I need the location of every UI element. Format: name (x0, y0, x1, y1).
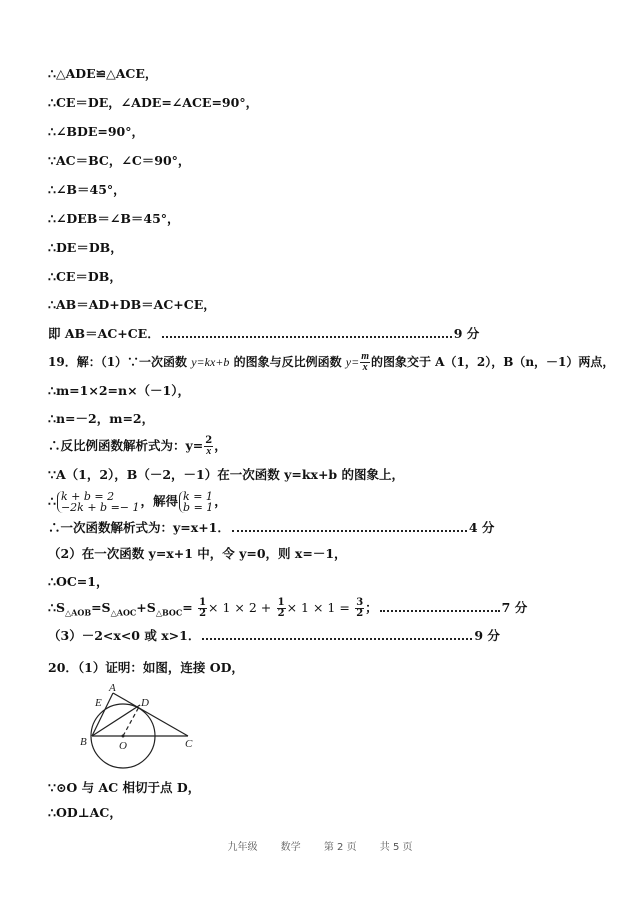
solution-system: k = 1 b = 1 (179, 491, 213, 513)
q20-intro: 20．（1）证明：如图，连接 OD， (48, 660, 244, 675)
fraction: $\frac{1}{2}$ (199, 597, 207, 619)
label-a: A (109, 682, 116, 694)
footer-grade: 九年级 (227, 842, 258, 853)
q19-area-step: $\therefore S_{\triangle AOB}=S_{\triangle AOC}+S_{\triangle BOC}=$ $\frac{1}{2}$ × 1 × 2 + $\frac{1}{2}$ × 1 × 1 = $\frac{3}{2}$ ； 7 分 (48, 597, 528, 619)
q19-step: ∴n=－2，m=2， (48, 411, 155, 426)
leader-dots (202, 630, 472, 640)
fraction-2-over-x: $\frac{2}{x}$ (205, 435, 213, 457)
proof-line: ∴DE＝DB， (48, 240, 123, 255)
leader-dots (380, 602, 500, 612)
q19-part2: （2）在一次函数 y=x+1 中，令 y=0，则 x=－1， (48, 546, 347, 561)
q20-step: ∵⊙O 与 AC 相切于点 D， (48, 780, 201, 795)
geometry-figure (70, 680, 210, 780)
q20-step: ∴OD⊥AC， (48, 805, 122, 820)
footer-page: 第 2 页 (323, 842, 357, 853)
q19-step: ∴反比例函数解析式为：y= $\frac{2}{x}$ ， (48, 435, 227, 457)
conclusion-text: 即 AB＝AC+CE． (48, 326, 160, 341)
proof-line: ∴∠B＝45°， (48, 182, 126, 197)
proof-line: ∴CE＝DB， (48, 269, 122, 284)
label-d: D (141, 697, 149, 709)
leader-dots (232, 522, 467, 532)
q19-step: ∴m=1×2=n×（－1）， (48, 383, 191, 398)
footer-total: 共 5 页 (379, 842, 413, 853)
label-e: E (95, 697, 102, 709)
page-footer (0, 838, 640, 853)
footer-subject: 数学 (280, 842, 301, 853)
fraction: $\frac{1}{2}$ (277, 597, 285, 619)
q19-part3: （3）－2<x<0 或 x>1． 9 分 (48, 628, 500, 643)
proof-conclusion (48, 326, 479, 342)
score-label: 9 分 (453, 326, 480, 341)
proof-line: ∴△ADE≌△ACE， (48, 66, 158, 81)
leader-dots (162, 328, 452, 338)
q19-system-step: ∴ k + b = 2 −2k + b =− 1 ，解得 k = 1 b = 1 ， (48, 490, 227, 514)
q19-step: ∴OC=1， (48, 574, 109, 589)
proof-line: ∴AB＝AD+DB＝AC+CE， (48, 297, 216, 312)
label-b: B (80, 736, 87, 748)
label-c: C (185, 738, 193, 750)
proof-line: ∴∠DEB＝∠B＝45°， (48, 211, 180, 226)
label-o: O (119, 740, 127, 752)
fraction: $\frac{3}{2}$ (356, 597, 364, 619)
fraction-m-over-x: $\frac{m}{x}$ (361, 351, 369, 373)
q19-intro: 19．解：（1）∵一次函数 y=kx+b 的图象与反比例函数 y= $\frac{m}{x}$ 的图象交于 A（1，2），B（n，－1）两点， (48, 351, 615, 373)
proof-line: ∴∠BDE=90°， (48, 124, 144, 139)
proof-line: ∴CE＝DE，∠ADE=∠ACE=90°， (48, 95, 259, 110)
equation-system: k + b = 2 −2k + b =− 1 (57, 491, 140, 513)
proof-line: ∵AC＝BC，∠C＝90°， (48, 153, 191, 168)
q19-step: ∵A（1，2），B（－2，－1）在一次函数 y=kx+b 的图象上， (48, 467, 405, 482)
q19-step: ∴一次函数解析式为：y=x+1． 4 分 (48, 520, 495, 535)
